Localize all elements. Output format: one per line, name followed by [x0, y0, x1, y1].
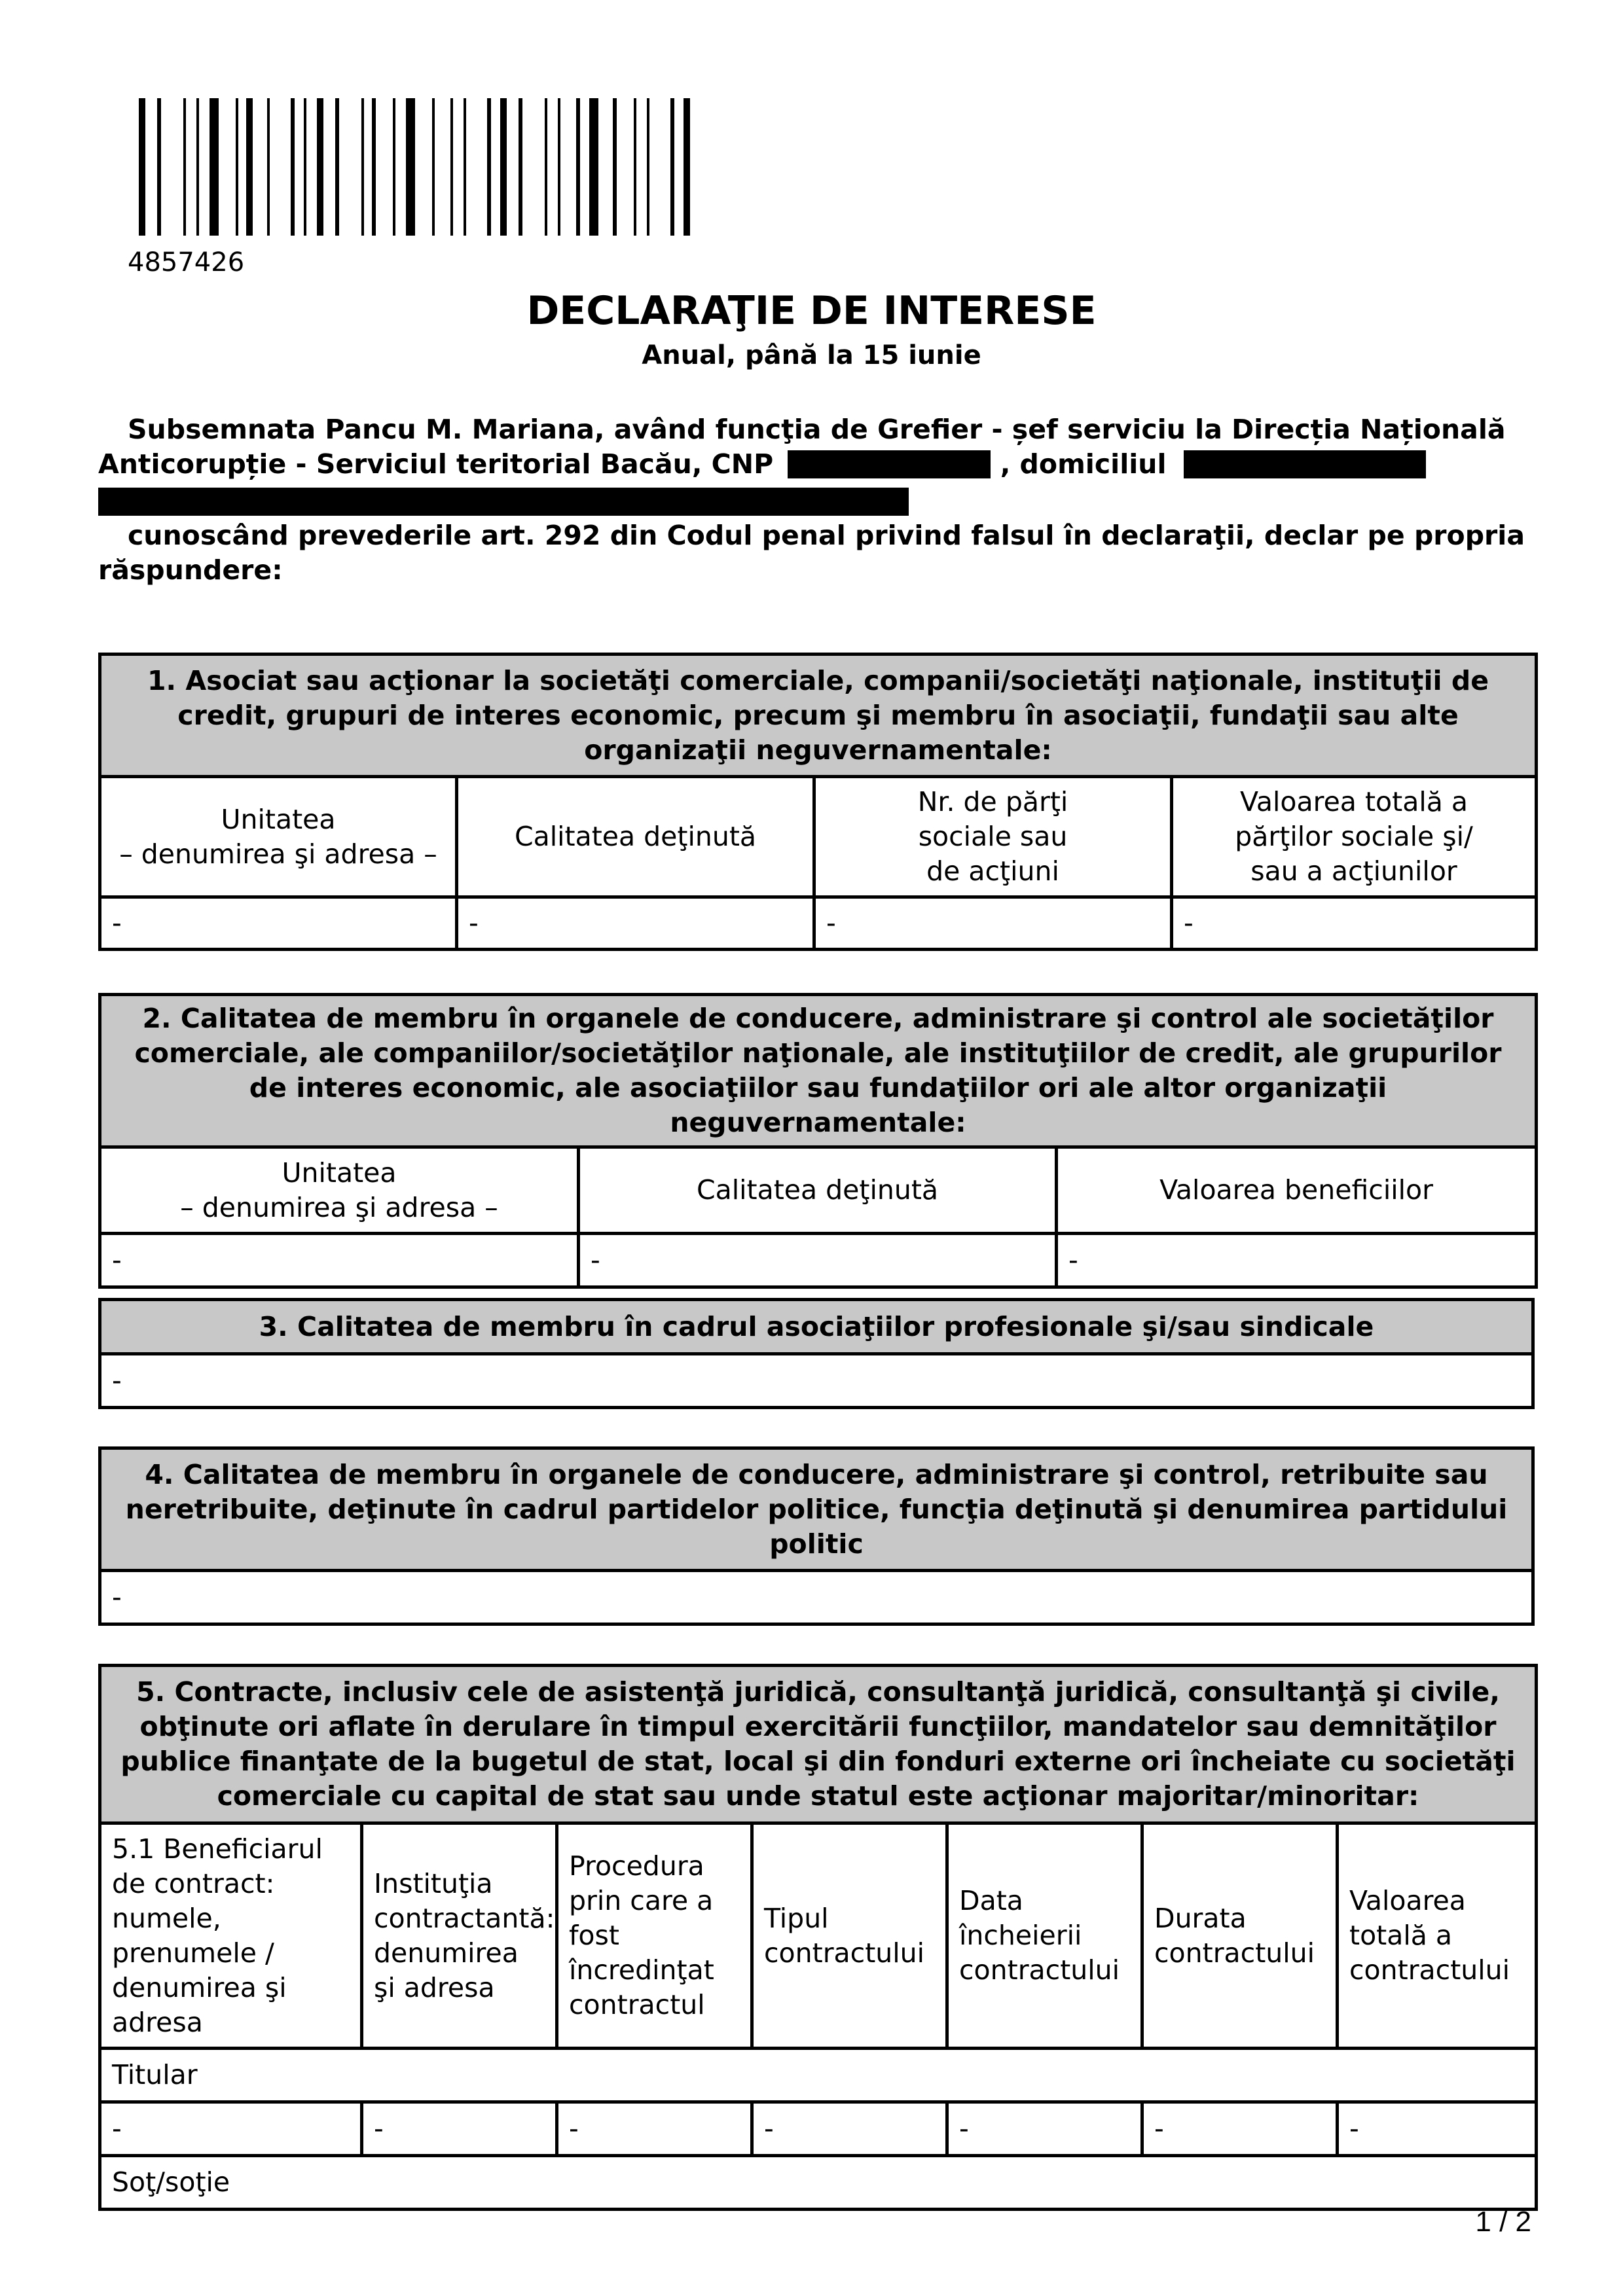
table-cell: -: [1142, 2102, 1338, 2156]
spouse-row: Soţ/soţie: [100, 2156, 1537, 2210]
column-header-contract-date: Data încheierii contractului: [947, 1823, 1142, 2049]
intro-line-3: [98, 484, 1539, 519]
table-cell: -: [557, 2102, 752, 2156]
barcode-bar: [464, 98, 466, 236]
column-header-shares-count: Nr. de părţi sociale sau de acţiuni: [814, 777, 1172, 897]
barcode-bar: [267, 98, 270, 236]
barcode-bar: [406, 98, 415, 236]
table-cell: -: [1338, 2102, 1537, 2156]
column-header-unit: Unitatea – denumirea şi adresa –: [100, 1147, 579, 1234]
column-header-procedure: Procedura prin care a fost încredinţat contractul: [557, 1823, 752, 2049]
column-header-beneficiary: 5.1 Beneficiarul de contract: numele, prenumele / denumirea şi adresa: [100, 1823, 362, 2049]
column-header-contract-type: Tipul contractului: [752, 1823, 947, 2049]
barcode-bar: [613, 98, 617, 236]
section-4-table: [98, 1446, 1535, 1626]
redacted-cnp: [788, 450, 991, 478]
section-3-table: [98, 1298, 1535, 1409]
barcode-bar: [432, 98, 435, 236]
intro-line-1: Subsemnata Pancu M. Mariana, având funcţia de Grefier - șef serviciu la Direcția Națională: [128, 414, 1506, 445]
barcode-bar: [393, 98, 395, 236]
barcode-bar: [291, 98, 295, 236]
section-2-header: 2. Calitatea de membru în organele de conducere, administrare şi control ale societăţilor comerciale, ale companiilor/societăţilor naţionale, ale instituţiilor de credit, ale grupurilor de interes economic, ale asociaţiilor sau fundaţiilor ori ale altor organizaţii neguvernamentale:: [100, 995, 1537, 1147]
section-5-table: [98, 1664, 1538, 2211]
table-cell: -: [1172, 897, 1537, 950]
redacted-address-continued: [98, 488, 909, 516]
section-3-header: 3. Calitatea de membru în cadrul asociaţiilor profesionale şi/sau sindicale: [100, 1300, 1533, 1354]
table-cell: -: [814, 897, 1172, 950]
table-cell: -: [457, 897, 814, 950]
barcode-bar: [304, 98, 306, 236]
section-2-table: [98, 993, 1538, 1289]
barcode-bar: [545, 98, 547, 236]
section-1-header: 1. Asociat sau acţionar la societăţi comerciale, companii/societăţi naţionale, instituţii de credit, grupuri de interes economic, precum şi membru în asociaţii, fundaţii sau alte organizaţii neguvernamentale:: [100, 655, 1537, 777]
document-title: DECLARAŢIE DE INTERESE: [526, 288, 1097, 334]
barcode-bar: [647, 98, 649, 236]
column-header-benefits-value: Valoarea beneficiilor: [1057, 1147, 1537, 1234]
barcode-bar: [335, 98, 339, 236]
section-4-value: -: [100, 1571, 1533, 1624]
page-number: 1 / 2: [1475, 2206, 1531, 2238]
column-header-quality: Calitatea deţinută: [457, 777, 814, 897]
section-5-header: 5. Contracte, inclusiv cele de asistenţă juridică, consultanţă juridică, consultanţă şi civile, obţinute ori aflate în derulare în timpul exercitării funcţiilor, mandatelor sau demnităţilor publice finanţate de la bugetul de stat, local şi din fonduri externe ori încheiate cu societăţi comerciale cu capital de stat sau unde statul este acţionar majoritar/minoritar:: [100, 1666, 1537, 1823]
table-row: [100, 2102, 1537, 2156]
barcode-bar: [500, 98, 507, 236]
titular-row: Titular: [100, 2049, 1537, 2102]
section-4-header: 4. Calitatea de membru în organele de conducere, administrare şi control, retribuite sau neretribuite, deţinute în cadrul partidelor politice, funcţia deţinută şi denumirea partidului politic: [100, 1448, 1533, 1571]
column-header-contracting-institution: Instituţia contractantă: denumirea şi adresa: [362, 1823, 557, 2049]
barcode-bar: [139, 98, 145, 236]
table-cell: -: [100, 897, 457, 950]
barcode-bar: [210, 98, 219, 236]
document-subtitle: Anual, până la 15 iunie: [642, 340, 981, 370]
barcode-bar: [183, 98, 186, 236]
barcode-bar: [670, 98, 674, 236]
barcode-bar: [236, 98, 238, 236]
barcode-bar: [372, 98, 376, 236]
barcode-bar: [576, 98, 580, 236]
barcode-bar: [519, 98, 522, 236]
barcode-bar: [684, 98, 690, 236]
intro-line-2: Anticorupție - Serviciul teritorial Bacău, CNP , domiciliul: [98, 447, 1539, 482]
table-row: [100, 897, 1537, 950]
table-row: [100, 1234, 1537, 1287]
barcode-number: 4857426: [128, 247, 245, 278]
barcode-bar: [634, 98, 636, 236]
column-header-shares-value: Valoarea totală a părţilor sociale şi/ sau a acţiunilor: [1172, 777, 1537, 897]
barcode-bar: [361, 98, 364, 236]
table-cell: -: [100, 2102, 362, 2156]
barcode: [139, 98, 884, 236]
barcode-bar: [450, 98, 453, 236]
table-cell: -: [100, 1234, 579, 1287]
table-cell: -: [947, 2102, 1142, 2156]
column-header-quality: Calitatea deţinută: [579, 1147, 1057, 1234]
table-cell: -: [752, 2102, 947, 2156]
column-header-contract-duration: Durata contractului: [1142, 1823, 1338, 2049]
barcode-bar: [246, 98, 253, 236]
table-cell: -: [1057, 1234, 1537, 1287]
barcode-bar: [196, 98, 199, 236]
barcode-bar: [157, 98, 161, 236]
table-cell: -: [579, 1234, 1057, 1287]
table-cell: -: [362, 2102, 557, 2156]
redacted-address: [1184, 450, 1426, 478]
column-header-contract-value: Valoarea totală a contractului: [1338, 1823, 1537, 2049]
barcode-bar: [589, 98, 598, 236]
intro-line-5: răspundere:: [98, 554, 283, 586]
barcode-bar: [317, 98, 323, 236]
barcode-bar: [558, 98, 560, 236]
column-header-unit: Unitatea – denumirea şi adresa –: [100, 777, 457, 897]
section-1-table: [98, 653, 1538, 951]
section-3-value: -: [100, 1354, 1533, 1408]
intro-line-4: cunoscând prevederile art. 292 din Codul penal privind falsul în declaraţii, declar pe propria: [128, 520, 1525, 551]
barcode-bar: [487, 98, 491, 236]
